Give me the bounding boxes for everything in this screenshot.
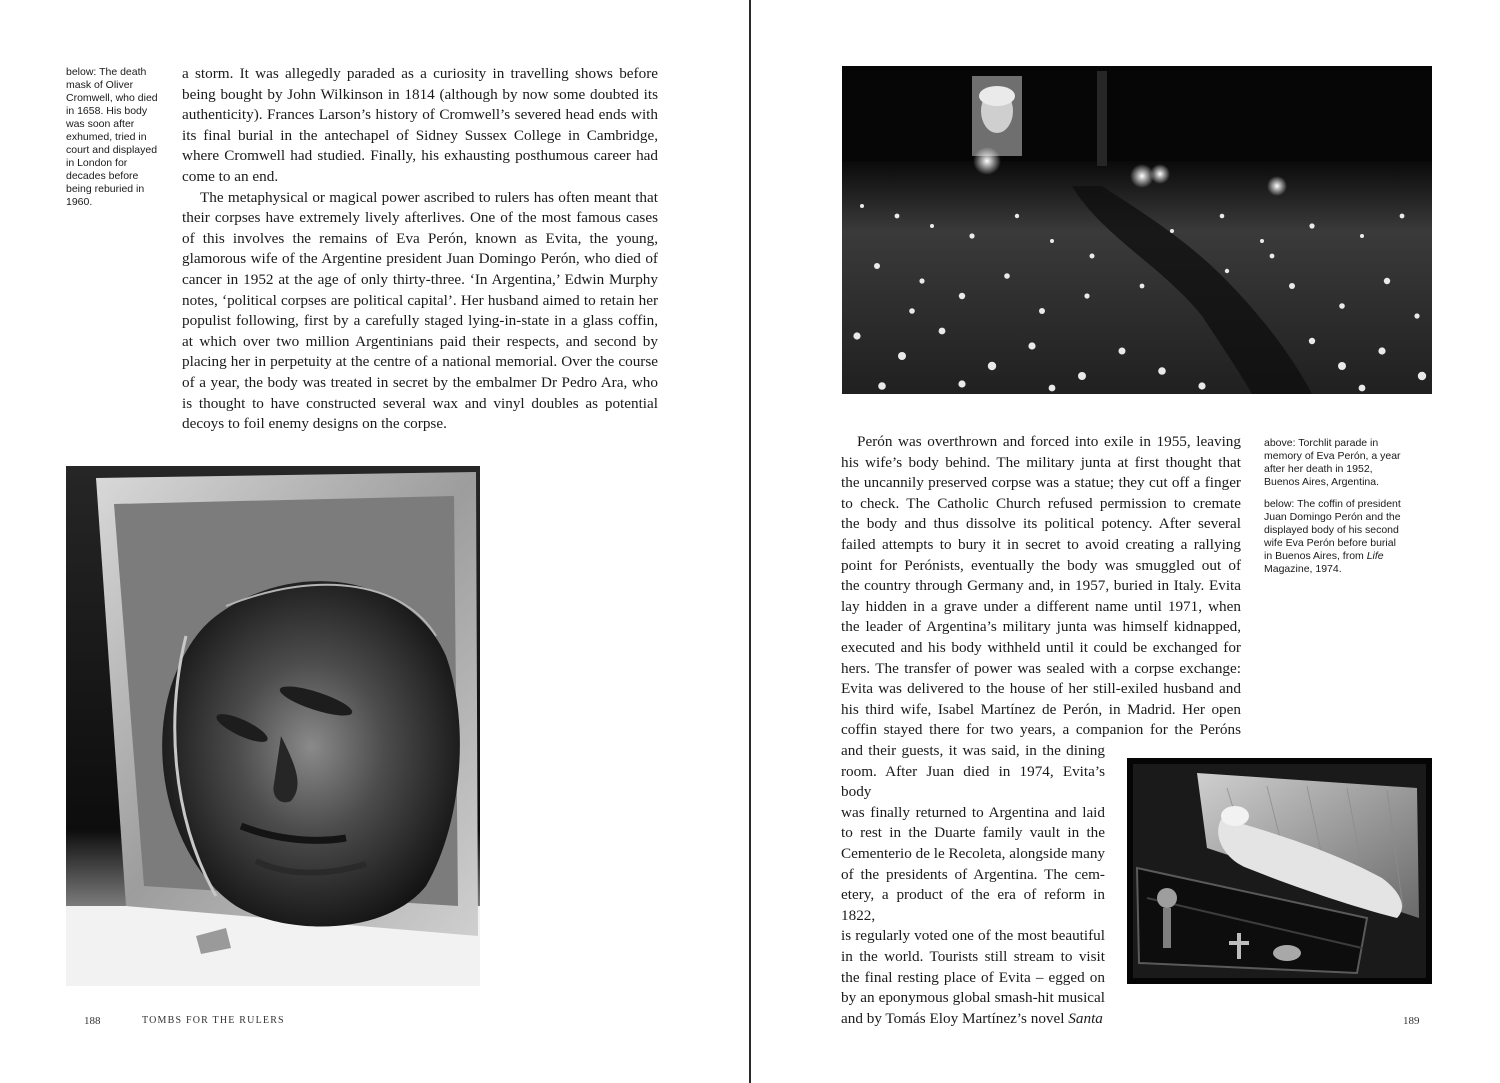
italic-word: Santa — [1068, 1009, 1103, 1027]
text-line: of the presidents of Argentina. The cem- — [841, 865, 1105, 883]
text-line: room. After Juan died in 1974, Evita’s body — [841, 762, 1105, 801]
text-line: coffin stayed there for two years, a companion for the Peróns — [841, 721, 1241, 739]
text-line: to check. The Catholic Church refused permission to cremate — [841, 494, 1241, 512]
text-line: to rest in the Duarte family vault in the — [841, 824, 1105, 842]
coffin-photo — [1127, 758, 1432, 984]
death-mask-caption: below: The death mask of Oliver Cromwell, who died in 1658. His body was soon after exhumed, tried in court and displayed in London for decades before being reburied in 1960. — [66, 66, 158, 208]
text-line: is regularly voted one of the most beautiful — [841, 927, 1105, 945]
death-mask-image — [66, 466, 480, 986]
text-line: failed attempts to bury it in secret to avoid creating a rallying — [841, 535, 1241, 553]
parade-and-coffin-captions — [1264, 437, 1406, 585]
text-line: Perón was overthrown and forced into exile in 1955, leaving — [857, 433, 1241, 450]
text-line: the final resting place of Evita – egged on — [841, 968, 1105, 986]
coffin-image — [1127, 758, 1432, 984]
text-line: point for Perónists, eventually the body was smuggled out of — [841, 556, 1241, 574]
text-line: the leader of Argentina’s military junta was himself kidnapped, — [841, 618, 1241, 636]
right-page — [751, 0, 1500, 1083]
right-body-text-narrow — [841, 741, 1105, 1029]
left-paragraph-1: a storm. It was allegedly paraded as a curiosity in travelling shows before being bought by John Wilkinson in 1814 (although by now some doubted its authenticity). Frances Larson’s history of Cromwell’s severed head ends with its final burial in the antechapel of Sidney Sussex College in Cambridge, where Cromwell had studied. Finally, his exhausting posthumous career had come to an end. — [182, 65, 658, 185]
text-line: the country through Germany and, in 1957, buried in Italy. Evita — [841, 577, 1241, 595]
text-line: hers. The transfer of power was sealed with a corpse exchange: — [841, 659, 1241, 677]
left-body-text — [182, 64, 658, 435]
text-line: etery, a product of the era of reform in 1822, — [841, 886, 1105, 924]
left-running-head: TOMBS FOR THE RULERS — [142, 1015, 285, 1026]
torchlit-parade-image — [842, 66, 1432, 394]
text-line: the uncannily preserved corpse was a statue; they cut off a finger — [841, 474, 1241, 492]
right-body-text-wide — [841, 432, 1241, 741]
text-line: lay hidden in a grave under a different name until 1971, when — [841, 597, 1241, 615]
text-line: by an eponymous global smash-hit musical — [841, 989, 1105, 1007]
caption-below: below: The coffin of president Juan Domingo Perón and the displayed body of his second wife Eva Perón before burial in Buenos Aires, from Life Magazine, 1974. — [1264, 498, 1401, 575]
left-page — [0, 0, 749, 1083]
death-mask-photo — [66, 466, 480, 986]
caption-above: above: Torchlit parade in memory of Eva Perón, a year after her death in 1952, Buenos Aires, Argentina. — [1264, 437, 1401, 488]
left-paragraph-2: The metaphysical or magical power ascribed to rulers has often meant that their corpses have extremely lively afterlives. One of the most famous cases of this involves the remains of Eva Perón, known as Evita, the young, glamorous wife of the Argentine president Juan Domingo Perón, who died of cancer in 1952 at the age of only thirty-three. ‘In Argentina,’ Edwin Murphy notes, ‘political corpses are political capital’. Her husband aimed to retain her populist following, first by a carefully staged lying-in-state in a glass coffin, at which over two million Argentinians paid their respects, and second by placing her in perpetuity at the centre of a national memorial. Over the course of a year, the body was treated in secret by the embalmer Dr Pedro Ara, who is thought to have constructed several wax and vinyl doubles as potential decoys to foil enemy designs on the corpse. — [182, 188, 658, 433]
text-line: was finally returned to Argentina and laid — [841, 803, 1105, 821]
text-line: in the world. Tourists still stream to visit — [841, 947, 1105, 965]
text-line: the body and thus dissolve its political potency. After several — [841, 515, 1241, 533]
text-line: Cementerio de le Recoleta, alongside many — [841, 844, 1106, 862]
left-folio: 188 — [84, 1015, 101, 1027]
text-line: Evita was delivered to the house of her still-exiled husband and — [841, 680, 1241, 698]
text-line: and their guests, it was said, in the dining — [841, 742, 1105, 759]
text-line: his third wife, Isabel Martínez de Perón, in Madrid. Her open — [841, 700, 1241, 718]
text-line: his wife’s body behind. The military junta at first thought that — [841, 453, 1241, 471]
right-folio: 189 — [1403, 1015, 1420, 1027]
torchlit-parade-photo — [842, 66, 1432, 394]
text-line: executed and his body withheld until it could be exchanged for — [841, 638, 1241, 656]
text-line: and by Tomás Eloy Martínez’s novel Santa — [841, 1009, 1103, 1027]
